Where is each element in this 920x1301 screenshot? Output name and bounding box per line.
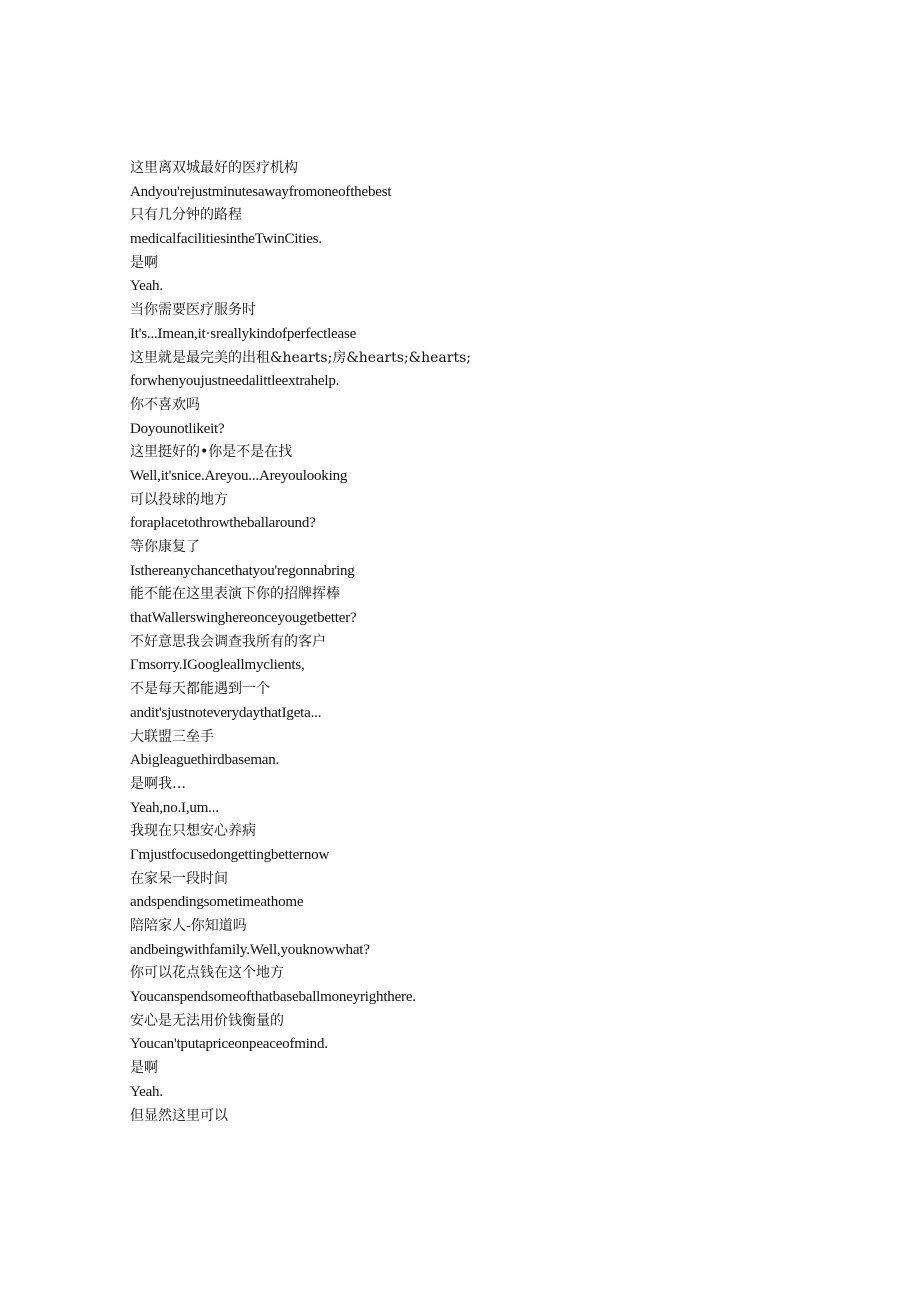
transcript-line: 是啊我… [130, 775, 186, 792]
transcript-line: Yeah,no.I,um... [130, 799, 219, 816]
transcript-line: 我现在只想安心养病 [130, 823, 256, 840]
transcript-line: Isthereanychancethatyou'regonnabring [130, 562, 355, 579]
transcript-line: Γmjustfocusedongettingbetternow [130, 846, 330, 863]
transcript-line: 不好意思我会调查我所有的客户 [130, 633, 326, 650]
transcript-line: 大联盟三垒手 [130, 728, 214, 745]
transcript-line: Yeah. [130, 278, 163, 295]
transcript-line: Well,it'snice.Areyou...Areyoulooking [130, 467, 348, 484]
transcript-line: 安心是无法用价钱衡量的 [130, 1012, 284, 1029]
transcript-line: 你可以花点钱在这个地方 [130, 965, 284, 982]
transcript-line: 是啊 [130, 254, 158, 271]
transcript-line: 当你需要医疗服务时 [130, 302, 256, 319]
transcript-line: foraplacetothrowtheballaround? [130, 515, 316, 532]
transcript-line: Γmsorry.IGoogleallmyclients, [130, 657, 305, 674]
transcript-line: 但显然这里可以 [130, 1107, 228, 1124]
transcript-line: medicalfacilitiesintheTwinCities. [130, 231, 322, 248]
transcript-line: Abigleaguethirdbaseman. [130, 752, 280, 769]
transcript-line: forwhenyoujustneedalittleextrahelp. [130, 373, 340, 390]
transcript-line: 你不喜欢吗 [130, 396, 200, 413]
transcript-line: 这里离双城最好的医疗机构 [130, 160, 298, 176]
transcript-line: thatWallerswinghereonceyougetbetter? [130, 610, 357, 627]
transcript-line: 这里挺好的•你是不是在找 [130, 444, 293, 461]
transcript-line: 是啊 [130, 1060, 158, 1077]
transcript-line: 在家呆一段时间 [130, 870, 228, 887]
transcript-line: andspendingsometimeathome [130, 894, 304, 911]
transcript-line: 这里就是最完美的出租&hearts;房&hearts;&hearts; [130, 349, 471, 366]
transcript-line: Andyou'rejustminutesawayfromoneofthebest [130, 183, 392, 200]
transcript-line: 等你康复了 [130, 539, 200, 555]
transcript-line: It's...Imean,it·sreallykindofperfectlease [130, 325, 357, 342]
transcript-line: 不是每天都能遇到一个 [130, 681, 270, 698]
transcript-line: Youcan'tputapriceonpeaceofmind. [130, 1036, 328, 1053]
transcript-line: 陪陪家人-你知道吗 [130, 918, 247, 934]
transcript-line: andit'sjustnoteverydaythatIgeta... [130, 704, 322, 721]
transcript-line: 只有几分钟的路程 [130, 207, 242, 224]
transcript-line: 可以投球的地方 [130, 491, 228, 508]
transcript-text [130, 157, 830, 1128]
transcript-line: 能不能在这里表演下你的招牌挥棒 [130, 586, 340, 603]
transcript-line: Doyounotlikeit? [130, 420, 225, 437]
transcript-line: Yeah. [130, 1083, 163, 1100]
transcript-line: andbeingwithfamily.Well,youknowwhat? [130, 941, 370, 958]
transcript-line: Youcanspendsomeofthatbaseballmoneyrighthere. [130, 989, 416, 1006]
